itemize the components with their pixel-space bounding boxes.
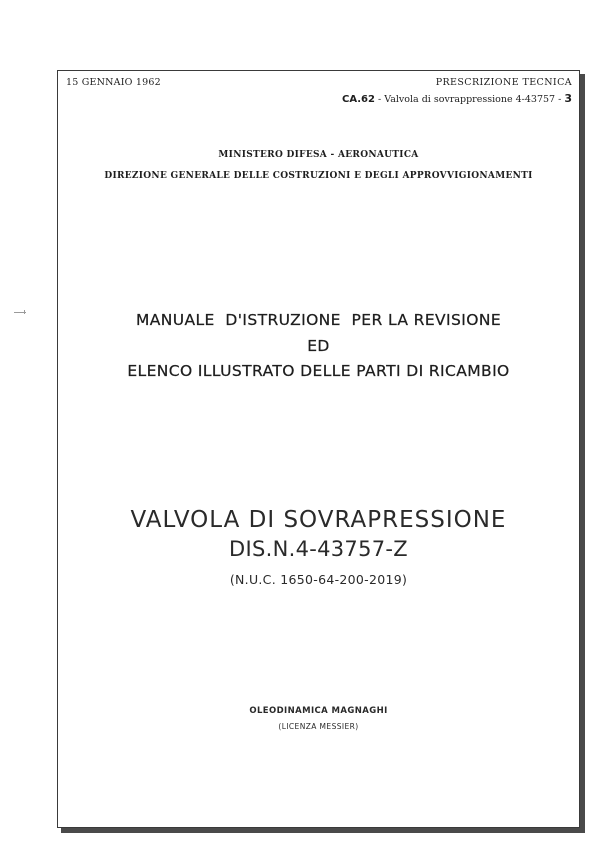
manual-title-line-3: ELENCO ILLUSTRATO DELLE PARTI DI RICAMBIO	[127, 362, 510, 380]
ministry-name: MINISTERO DIFESA - AERONAUTICA	[218, 150, 419, 160]
manual-title-line-1: MANUALE D'ISTRUZIONE PER LA REVISIONE	[135, 311, 502, 329]
document-date: 15 GENNAIO 1962	[66, 77, 161, 88]
reference-separator: -	[555, 94, 565, 105]
page-shadow-right	[580, 74, 585, 832]
page-shadow-bottom	[61, 828, 585, 833]
product-name: VALVOLA DI SOVRAPRESSIONE	[130, 507, 507, 533]
reference-separator: -	[374, 94, 385, 105]
reference-text: Valvola di sovrappressione 4-43757	[384, 94, 556, 105]
reference-code: CA.62	[341, 94, 375, 105]
drawing-number: DIS.N.4-43757-Z	[229, 537, 408, 561]
document-reference	[342, 92, 572, 105]
nuc-code: (N.U.C. 1650-64-200-2019)	[229, 572, 408, 587]
manufacturer-license: (LICENZA MESSIER)	[278, 722, 359, 731]
manual-title-line-2: ED	[307, 337, 330, 355]
reference-number: 3	[564, 92, 572, 105]
prescription-label: PRESCRIZIONE TECNICA	[435, 77, 572, 88]
directorate-name: DIREZIONE GENERALE DELLE COSTRUZIONI E DEGLI APPROVVIGIONAMENTI	[104, 171, 533, 181]
scan-mark	[24, 310, 25, 314]
manufacturer-name: OLEODINAMICA MAGNAGHI	[249, 706, 388, 716]
